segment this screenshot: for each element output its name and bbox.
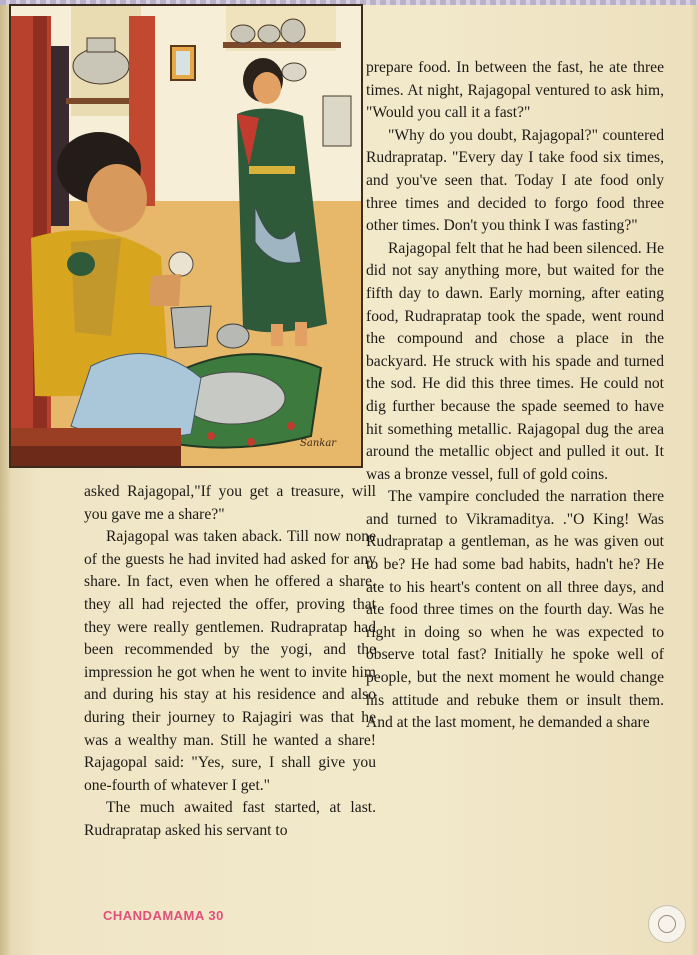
artist-signature: Sankar <box>300 438 337 449</box>
paragraph: asked Rajagopal,"If you get a treasure, will you gave me a share?" <box>84 483 376 523</box>
paragraph: Rajagopal was taken aback. Till now none of the guests he had invited had asked for any share. In fact, even when he offered a share, they all had rejected the offer, proving that they were really gentlemen. Rudrapratap had been recommended by the yogi, and the impression he got when he went to invite him and during his stay at his residence and also during their journey to Rajagiri was that he was a wealthy man. Still he wanted a share! Rajagopal said: "Yes, sure, I shall give you one-fourth of whatever I get." <box>84 528 376 794</box>
page-footer: CHANDAMAMA 30 <box>103 908 224 923</box>
paragraph: The vampire concluded the narration there and turned to Vikramaditya. ."O King! Was Rudrapratap a gentleman, as he was given out to be? He had some bad habits, hadn't he? He ate to his heart's content on all three days, and ate food three times on the fourth day. Was he right in doing so when he was expected to observe total fast? Initially he spoke well of people, but the next moment he would change his attitude and rebuke them or insult them. And at the last moment, he demanded a share <box>366 488 664 732</box>
paragraph: Rajagopal felt that he had been silenced. He did not say anything more, but waited for the fifth day to dawn. Early morning, after eating food, Rudrapratap took the spade, went round the compound and chose a place in the backyard. He struck with his spade and turned the sod. He did this three times. He could not dig further because the spade seemed to have hit something metallic. Rajagopal dug the area around the metallic object and pulled it out. It was a bronze vessel, full of gold coins. <box>366 239 664 483</box>
right-column <box>366 57 664 735</box>
story-illustration <box>9 4 363 468</box>
paragraph: prepare food. In between the fast, he ate three times. At night, Rajagopal ventured to ask him, "Would you call it a fast?" <box>366 59 664 122</box>
watermark-stamp-icon <box>648 905 686 943</box>
paragraph: "Why do you doubt, Rajagopal?" countered Rudrapratap. "Every day I take food six times, and you've seen that. Today I ate food only three times and decided to forgo food three other times. Don't you think I was fasting?" <box>366 126 664 235</box>
page-edge <box>689 0 697 955</box>
left-column <box>84 481 376 843</box>
paragraph: The much awaited fast started, at last. Rudrapratap asked his servant to <box>84 799 376 839</box>
